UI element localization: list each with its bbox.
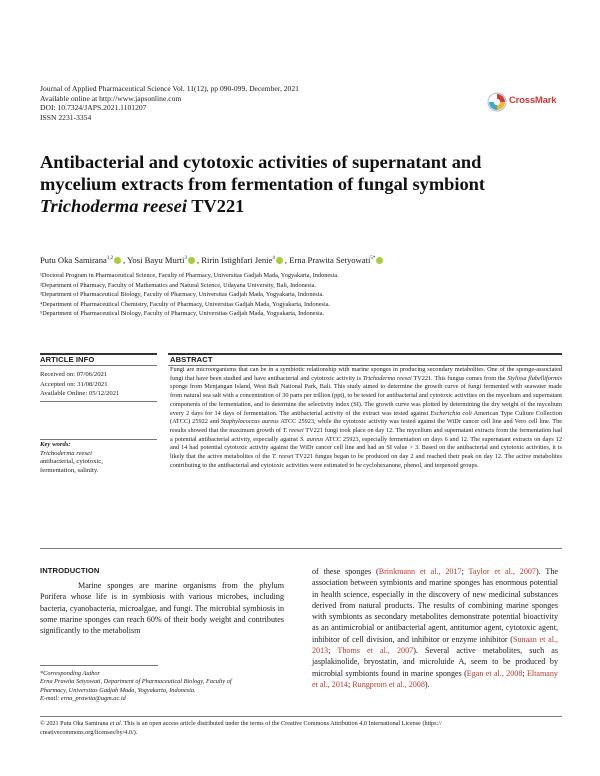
introduction-paragraph: Marine sponges are marine organisms from the phylum Porifera whose life is in symbiosis with various microbes, including bacteria, cyanobacteria, microalgae, and fungi. The microbial symbiosis in some marine sponges can reach 60% of their body weight and contributes significantly to the metabolism xyxy=(40,581,284,636)
citation-link[interactable]: Eltamany et al., 2014 xyxy=(312,668,558,689)
journal-website[interactable]: Available online at http://www.japsonline.com xyxy=(40,93,182,103)
received-date: Received on: 07/06/2021 xyxy=(40,371,108,378)
body-text: ). The association between symbionts and marine sponges has enormous potential in health science, especially in the discovery of new medicinal substances derived from natural products. The results of combining marine sponges with symbionts as secondary metabolites demonstrate potential bioactivity as an antimicrobial or antibacterial agent, antitumor agent, cytotoxic agent, inhibitor of cell division, and inhibitor or enzyme inhibitor ( xyxy=(312,567,558,644)
license-footer xyxy=(40,720,560,737)
keyword-item: fermentation, salinity. xyxy=(40,466,99,474)
abstract-species: T. reesei xyxy=(272,453,294,461)
author-name: Putu Oka Samirana xyxy=(40,255,107,265)
corresponding-author xyxy=(40,670,290,704)
citation-link[interactable]: Brinkmann et al., 2017 xyxy=(378,567,462,576)
divider xyxy=(168,353,562,355)
abstract-segment: Fungi are microorganisms that can be in a symbiotic relationship with marine sponges in producing secondary metabolites. One of the sponge-associated fungi that have been studied and have antibacterial and cytotoxic activity is xyxy=(170,366,562,382)
keyword-item: Trichoderma reesei xyxy=(40,449,92,457)
journal-issn: ISSN 2231-3354 xyxy=(40,112,92,122)
affiliation-item: ²Department of Pharmacy, Faculty of Mathematics and Natural Science, Udayana University, Bali, Indonesia. xyxy=(40,281,317,289)
body-text: ; xyxy=(347,679,353,689)
abstract-segment: TV221 fungi took place on day 12. The mycelium and supernatant extracts from the fermentation had a potential antibacterial activity, especially against xyxy=(170,427,562,443)
body-text: ; xyxy=(522,668,527,678)
citation-link[interactable]: Rungprom et al., 2008 xyxy=(352,679,425,689)
divider xyxy=(40,439,157,440)
license-text: © 2021 Putu Oka Samirana xyxy=(40,720,110,727)
affiliation-item: ⁵Department of Pharmaceutical Biology, Faculty of Pharmacy, Universitas Gadjah Mada, Yogyakarta, Indonesia. xyxy=(40,310,325,317)
divider xyxy=(40,365,157,366)
abstract-segment: TV221. This fungus comes from the xyxy=(411,374,508,382)
author-affiliation-marker: 5* xyxy=(370,256,376,262)
crossmark-badge[interactable] xyxy=(487,92,561,112)
divider xyxy=(40,401,157,402)
keywords-block xyxy=(40,441,156,475)
corresponding-detail: Pharmacy, Universitas Gadjah Mada, Yogyakarta, Indonesia. xyxy=(40,686,196,694)
abstract-segment: American Type Culture Collection (ATCC) 25922 and xyxy=(170,409,563,426)
corresponding-email[interactable]: E-mail: erna_prawita@ugm.ac.id xyxy=(40,695,126,703)
title-main: Antibacterial and cytotoxic activities of supernatant and mycelium extracts from fermentation of fungal symbiont xyxy=(40,152,486,194)
title-strain: TV221 xyxy=(186,196,245,216)
author-affiliation-marker: 4 xyxy=(272,256,275,262)
abstract-text xyxy=(170,366,562,471)
citation-link[interactable]: Thoms et al., 2007 xyxy=(337,646,414,656)
footer-divider xyxy=(40,716,562,717)
abstract-segment: TV221 fungus began to be produced on day 2 and reached their peak on day 12. The active metabolites contributing to the antibacterial and cytotoxic activities were estimated to be cyclohexanone, phenol, and terpenoid groups. xyxy=(170,453,563,469)
affiliation-list xyxy=(40,271,339,319)
orcid-icon[interactable] xyxy=(276,257,283,264)
abstract-species: Stylissa flabelliformis xyxy=(507,374,563,382)
abstract-segment: sponge from Menjangan Island, West Bali National Park, Bali. This study aimed to determine the growth curve of fungi fermented with seawater made from natural sea salt with a concentration of 30 parts per trillion (ppt), to be tested for antibacterial and cytotoxic activities on the mycelium and supernatant components of the fermentation, and to determine the selectivity index (SI). The growth curve was plotted by determining the dry weight of the mycelium every 2 days for 14 days of fermentation. The antibacterial activity of the extract was tested against xyxy=(170,383,562,417)
citation-link[interactable]: Egan et al., 2008 xyxy=(466,668,523,678)
keywords-heading: Key words: xyxy=(40,441,71,448)
keyword-item: antibacterial, cytotoxic, xyxy=(40,458,103,466)
divider xyxy=(40,548,562,549)
abstract-species: S. aureus xyxy=(299,435,324,443)
author-list: Putu Oka Samirana$^{1,2}$ , Yosi Bayu Murti$^3$ , Ririn Istighfari Jenie$^4$ , Erna Prawita Setyowati$^{5*}$ xyxy=(40,255,580,265)
journal-header xyxy=(40,84,299,122)
license-text: This is an open access article distributed under the terms of the Creative Commons Attribution 4.0 International License (https:// xyxy=(122,720,442,727)
affiliation-item: ¹Doctoral Program in Pharmaceutical Science, Faculty of Pharmacy, Universitas Gadjah Mada, Yogyakarta, Indonesia. xyxy=(40,272,339,279)
citation-link[interactable]: Sunaan et al., 2013 xyxy=(312,634,558,656)
online-date: Available Online: 05/12/2021 xyxy=(40,390,120,398)
title-species: Trichoderma reesei xyxy=(40,196,187,216)
footnote-divider xyxy=(40,665,158,666)
abstract-species: T. reesei xyxy=(282,427,304,435)
author-name: Yosi Bayu Murti xyxy=(127,255,185,265)
abstract-heading: ABSTRACT xyxy=(170,355,213,364)
accepted-date: Accepted on: 31/08/2021 xyxy=(40,380,108,388)
orcid-icon[interactable] xyxy=(376,257,383,264)
affiliation-item: ³Department of Pharmaceutical Biology, Faculty of Pharmacy, Universitas Gadjah Mada, Yogyakarta, Indonesia. xyxy=(40,291,324,298)
body-text: ). xyxy=(424,679,430,689)
author-affiliation-marker: 3 xyxy=(184,256,187,262)
citation-link[interactable]: Taylor et al., 2007 xyxy=(468,567,536,576)
crossmark-label: CrossMark xyxy=(509,95,557,106)
body-text: of these sponges ( xyxy=(312,567,379,576)
introduction-column-2 xyxy=(312,566,558,690)
article-info-heading: ARTICLE INFO xyxy=(40,355,95,364)
author-affiliation-marker: 1,2 xyxy=(106,256,114,262)
license-link[interactable]: creativecommons.org/licenses/by/4.0/). xyxy=(40,728,138,736)
body-text: ; xyxy=(461,567,469,576)
article-dates xyxy=(40,370,156,399)
journal-citation: Journal of Applied Pharmaceutical Science Vol. 11(12), pp 090-099, December, 2021 xyxy=(40,84,299,93)
abstract-segment: ATCC 25923, especially fermentation on days 6 and 12. The supernatant extracts on days 12 and 14 had potential cytotoxic activity against the WiDr cancer cell line and had an SI value > 3. Based on the antibacterial and cytotoxic activities, it is likely that the active metabolites of the xyxy=(170,435,563,461)
body-text: ). Several active metabolites, such as jasplakinolide, bryostatin, and microluide A, seem to be produced by microbial symbionts found in marine sponges ( xyxy=(312,646,558,678)
abstract-segment: ATCC 25923, while the cytotoxic activity was tested against the WiDr cancer cell line and Vero cell line. The results showed that the maximum growth of xyxy=(170,418,562,435)
journal-doi[interactable]: DOI: 10.7324/JAPS.2021.1101207 xyxy=(40,103,147,113)
corresponding-detail: Erna Prawita Setyowati, Department of Pharmaceutical Biology, Faculty of xyxy=(40,678,232,686)
introduction-heading: INTRODUCTION xyxy=(40,566,100,575)
abstract-species: Trichoderma reesei xyxy=(362,374,412,382)
author-name: Erna Prawita Setyowati xyxy=(289,255,371,265)
author-name: Ririn Istighfari Jenie xyxy=(201,255,273,265)
abstract-species: Staphylococcus aureus xyxy=(220,418,279,426)
crossmark-icon xyxy=(487,92,507,112)
orcid-icon[interactable] xyxy=(188,257,195,264)
corresponding-label: *Corresponding Author xyxy=(40,670,101,677)
affiliation-item: ⁴Department of Pharmaceutical Chemistry, Faculty of Pharmacy, Universitas Gadjah Mada, Yogyakarta, Indonesia. xyxy=(40,300,331,308)
abstract-species: Escherichia coli xyxy=(430,409,472,417)
orcid-icon[interactable] xyxy=(114,257,121,264)
paper-title xyxy=(40,151,560,217)
introduction-column-1 xyxy=(40,580,284,636)
license-text: et al. xyxy=(109,720,123,727)
body-text: ; xyxy=(328,646,338,656)
